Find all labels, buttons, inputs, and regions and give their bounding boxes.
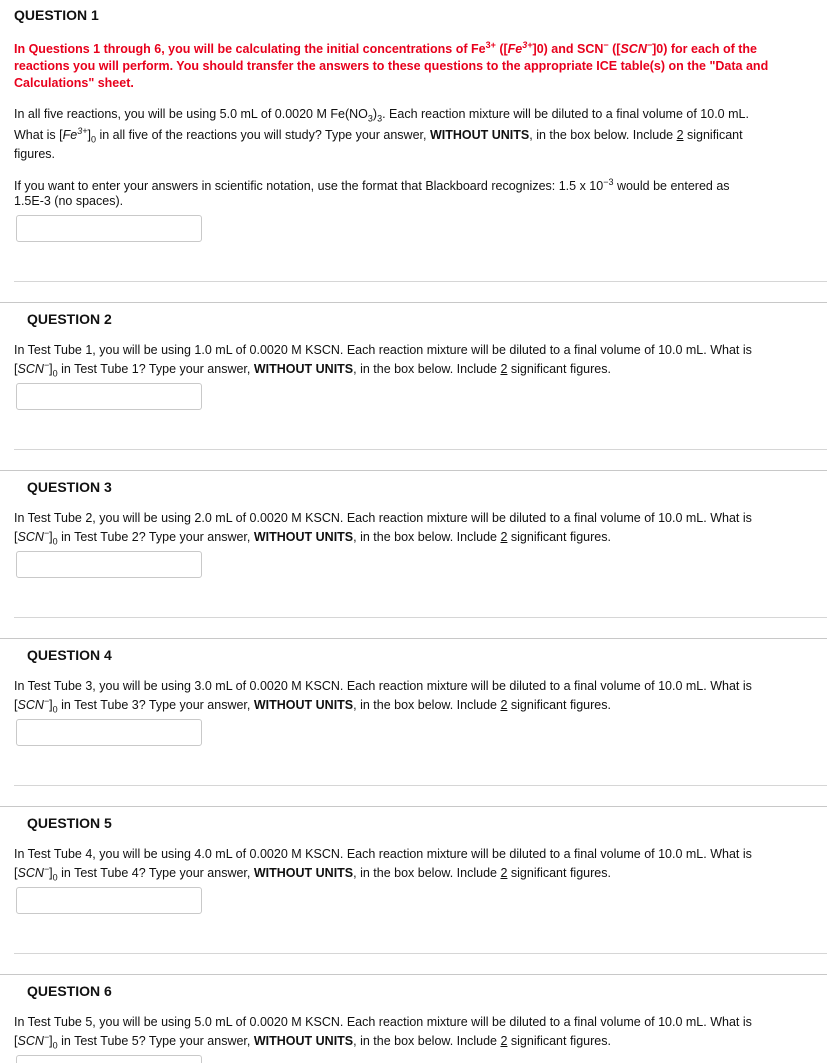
question-3-text-line2: $[SCN^-]_0$ in Test Tube 2? Type your answer, WITHOUT UNITS, in the box below. Include 2 significant figures. [14, 527, 611, 547]
question-5-text-line1: In Test Tube 4, you will be using 4.0 mL of 0.0020 M KSCN. Each reaction mixture will be diluted to a final volume of 10.0 mL. What is [14, 847, 752, 861]
question-2-text-line1: In Test Tube 1, you will be using 1.0 mL of 0.0020 M KSCN. Each reaction mixture will be diluted to a final volume of 10.0 mL. What is [14, 343, 752, 357]
question-5-answer-input[interactable] [16, 887, 202, 914]
question-4-text-line1: In Test Tube 3, you will be using 3.0 mL of 0.0020 M KSCN. Each reaction mixture will be diluted to a final volume of 10.0 mL. What is [14, 679, 752, 693]
question-4-heading: QUESTION 4 [27, 647, 112, 663]
question-3-heading: QUESTION 3 [27, 479, 112, 495]
question-5-heading: QUESTION 5 [27, 815, 112, 831]
question-5-text-line2: $[SCN^-]_0$ in Test Tube 4? Type your answer, WITHOUT UNITS, in the box below. Include 2 significant figures. [14, 863, 611, 883]
question-2-text-line2: $[SCN^-]_0$ in Test Tube 1? Type your answer, WITHOUT UNITS, in the box below. Include 2 significant figures. [14, 359, 611, 379]
question-4-answer-input[interactable] [16, 719, 202, 746]
question-6-answer-input[interactable] [16, 1055, 202, 1063]
question-3-divider [14, 617, 827, 618]
question-separator [0, 638, 827, 639]
question-2-answer-input[interactable] [16, 383, 202, 410]
question-1-text-line3: figures. [14, 147, 55, 161]
question-separator [0, 974, 827, 975]
question-3-text-line1: In Test Tube 2, you will be using 2.0 mL of 0.0020 M KSCN. Each reaction mixture will be diluted to a final volume of 10.0 mL. What is [14, 511, 752, 525]
question-4-divider [14, 785, 827, 786]
question-3-answer-input[interactable] [16, 551, 202, 578]
question-6-heading: QUESTION 6 [27, 983, 112, 999]
question-separator [0, 806, 827, 807]
question-5-divider [14, 953, 827, 954]
question-1-divider [14, 281, 827, 282]
question-separator [0, 470, 827, 471]
question-2-heading: QUESTION 2 [27, 311, 112, 327]
question-2-divider [14, 449, 827, 450]
question-1-answer-input[interactable] [16, 215, 202, 242]
question-1-heading: QUESTION 1 [14, 7, 99, 23]
question-4-text-line2: $[SCN^-]_0$ in Test Tube 3? Type your answer, WITHOUT UNITS, in the box below. Include 2 significant figures. [14, 695, 611, 715]
question-separator [0, 302, 827, 303]
question-1-intro: In Questions 1 through 6, you will be calculating the initial concentrations of $Fe^{3+}$ $([Fe^{3+}]0)$ and SCN− ([SCN−]0) for each of the reactions you will perform. You should transfer the answers to these questions to the appropriate ICE table(s) on the "Data and Calculations" sheet. [14, 39, 769, 90]
question-6-text-line1: In Test Tube 5, you will be using 5.0 mL of 0.0020 M KSCN. Each reaction mixture will be diluted to a final volume of 10.0 mL. What is [14, 1015, 752, 1029]
question-1-text-line1: In all five reactions, you will be using 5.0 mL of 0.0020 M $Fe(NO_3)_3$. Each reaction mixture will be diluted to a final volume of 10.0 mL. [14, 107, 749, 124]
question-1-text-line2: What is $[Fe^{3+}]_0$ in all five of the reactions you will study? Type your answer, WITHOUT UNITS, in the box below. Include 2 significant [14, 125, 743, 145]
question-6-text-line2: $[SCN^-]_0$ in Test Tube 5? Type your answer, WITHOUT UNITS, in the box below. Include 2 significant figures. [14, 1031, 611, 1051]
question-1-sci-note: If you want to enter your answers in scientific notation, use the format that Blackboard recognizes: 1.5 x $10^{-3}$ would be entered as 1.5E-3 (no spaces). [14, 176, 730, 208]
